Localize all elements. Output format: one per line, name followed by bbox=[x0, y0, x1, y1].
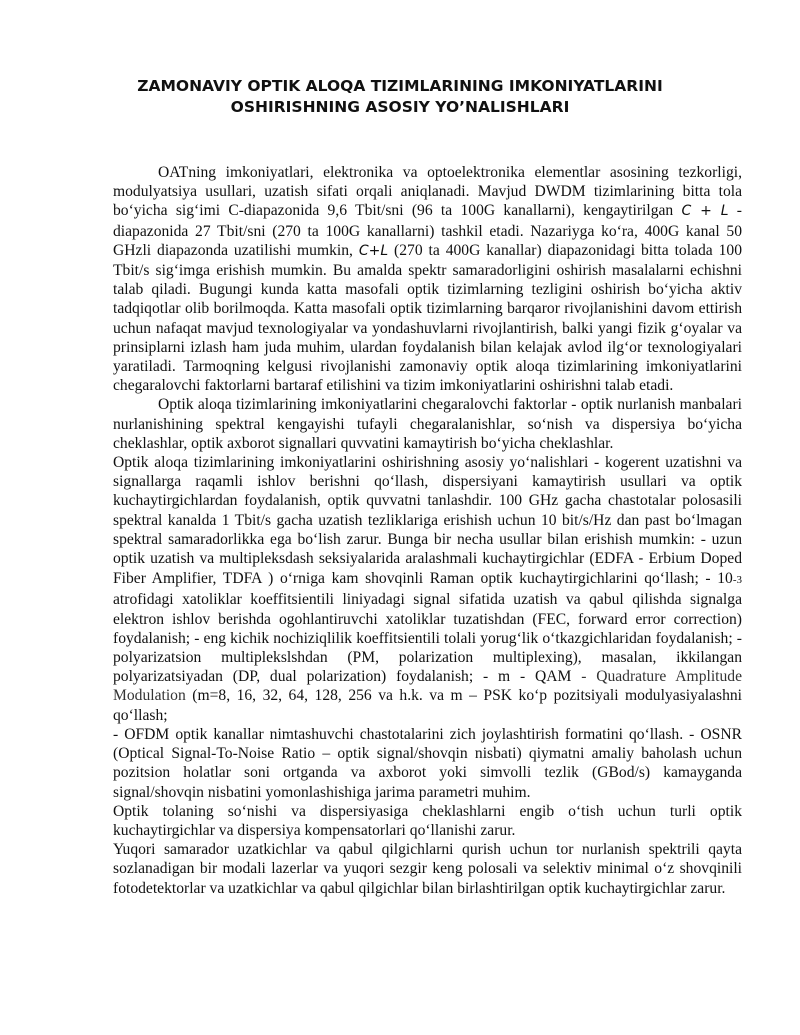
exponent: -3 bbox=[732, 574, 742, 587]
paragraph-3 bbox=[113, 453, 742, 725]
paragraph-3-text-b: Erbium Doped Fiber Amplifier, TDFA ) o‘rniga kam shovqinli Raman optik kuchaytirgichlarini qo‘llash; - 10 bbox=[113, 550, 742, 588]
title-line-2: OSHIRISHNING ASOSIY YO’NALISHLARI bbox=[230, 98, 570, 116]
qam-term: - Quadrature Amplitude Modulation bbox=[113, 668, 742, 705]
document-body bbox=[113, 163, 742, 898]
paragraph-3-text-c: atrofidagi xatoliklar koeffitsientili liniyadagi signal sifatida uzatish va qabul qilishda signalga elektron ishlov berishda ogohlantiruvchi xatoliklar tuzatishdan (FEC, forward error correction) foydalanish; - eng kichik nochiziqlilik koeffitsientili tolali yorug‘lik o‘tkazgichlaridan foydalanish; - polyarizatsion multiplekslshdan (PM, polarization multiplexing), masalan, ikkilangan polyarizatsiyadan (DP, dual polarization) foydalanish; - m - QAM bbox=[113, 591, 742, 686]
paragraph-2: Optik aloqa tizimlarining imkoniyatlarini chegaralovchi faktorlar - optik nurlanish manbalari nurlanishining spektral kengayishi tufayli chegaralanishlar, so‘nish va dispersiya bo‘yicha cheklashlar, optik axborot signallari quvvatini kamaytirish bo‘yicha cheklashlar. bbox=[113, 396, 742, 452]
paragraph-1-text-a: OATning imkoniyatlari, elektronika va optoelektronika elementlar asosining tezkorligi, modulyatsiya usullari, uzatish sifati orqali aniqlanadi. Mavjud DWDM tizimlarining bitta tola bo‘yicha sig‘imi C-diapazonida 9,6 Tbit/sni (96 ta 100G kanallarni), kengaytirilgan bbox=[113, 164, 742, 220]
band-c-plus-l-formula: C + L bbox=[681, 203, 729, 220]
document-title bbox=[110, 76, 690, 118]
paragraph-1-text-c: (270 ta 400G kanallar) diapazonidagi bitta tolada 100 Tbit/s sig‘imga erishish mumkin. Bu amalda spektr samaradorligini oshirish masalalarni echishni talab qiladi. Bugungi kunda katta masofali optik tizimlarning tezligini oshirish bo‘yicha aktiv tadqiqotlar olib borilmoqda. Katta masofali optik tizimlarning barqaror rivojlanishini davom ettirish uchun nafaqat mavjud texnologiyalar va yondashuvlarni rivojlantirish, balki yangi fizik g‘oyalar va prinsiplarni izlash ham juda muhim, ulardan foydalanish bilan kelajak avlod ilg‘or texnologiyalari yaratiladi. Tarmoqning kelgusi rivojlanishi zamonaviy optik aloqa tizimlarining imkoniyatlarini chegaralovchi faktorlarni bartaraf etilishini va tizim imkoniyatlarini oshirishni talab etadi. bbox=[113, 241, 742, 395]
paragraph-1 bbox=[113, 163, 742, 395]
paragraph-4: - OFDM optik kanallar nimtashuvchi chastotalarini zich joylashtirish formatini qo‘llash. - OSNR (Optical Signal-To-Noise Ratio – optik signal/shovqin nisbati) qiymatni amaliy baholash uchun pozitsion holatlar soni ortganda va axborot yoki simvolli tezlik (GBod/s) kamayganda signal/shovqin nisbatini yomonlashishiga jarima parametri muhim. bbox=[113, 725, 742, 801]
paragraph-3-text-a: Optik aloqa tizimlarining imkoniyatlarini oshirishning asosiy yo‘nalishlari - kogerent uzatishni va signallarga raqamli ishlov berishni qo‘llash, dispersiyani kamaytirish usullari va optik kuchaytirgichlardan foydalanish, optik quvvatni tanlashdir. 100 GHz gacha chastotalar polosasili spektral kanalda 1 Tbit/s gacha uzatish tezliklariga erishish uchun 10 bit/s/Hz dan past bo‘lmagan spektral samaradorlikka ega bo‘lish zarur. Bunga bir necha usullar bilan erishish mumkin: - uzun optik uzatish va multipleksdash seksiyalarida aralashmali kuchaytirgichlar (EDFA bbox=[113, 454, 742, 568]
paragraph-1-text-b: -diapazonida 27 Tbit/sni (270 ta 100G kanallarni) tashkil etadi. Nazariyga ko‘ra, 400G kanal 50 GHzli diapazonda uzatilishi mumkin, bbox=[113, 202, 743, 259]
dash-symbol: - bbox=[638, 551, 644, 568]
band-c-plus-l-formula-2: C+L bbox=[358, 242, 389, 259]
paragraph-6: Yuqori samarador uzatkichlar va qabul qilgichlarni qurish uchun tor nurlanish spektrili qayta sozlanadigan bir modali lazerlar va yuqori sezgir keng polosali va selektiv minimal o‘z shovqinili fotodetektorlar va uzatkichlar va qabul qilgichlar bilan birlashtirilgan optik kuchaytirgichlar zarur. bbox=[113, 841, 742, 897]
paragraph-3-text-d: (m=8, 16, 32, 64, 128, 256 va h.k. va m – PSK ko‘p pozitsiyali modulyasiyalashni qo‘llash; bbox=[113, 687, 742, 724]
paragraph-5: Optik tolaning so‘nishi va dispersiyasiga cheklashlarni engib o‘tish uchun turli optik kuchaytirgichlar va dispersiya kompensatorlari qo‘llanishi zarur. bbox=[113, 802, 742, 839]
title-line-1: ZAMONAVIY OPTIK ALOQA TIZIMLARINING IMKONIYATLARINI bbox=[137, 77, 663, 95]
